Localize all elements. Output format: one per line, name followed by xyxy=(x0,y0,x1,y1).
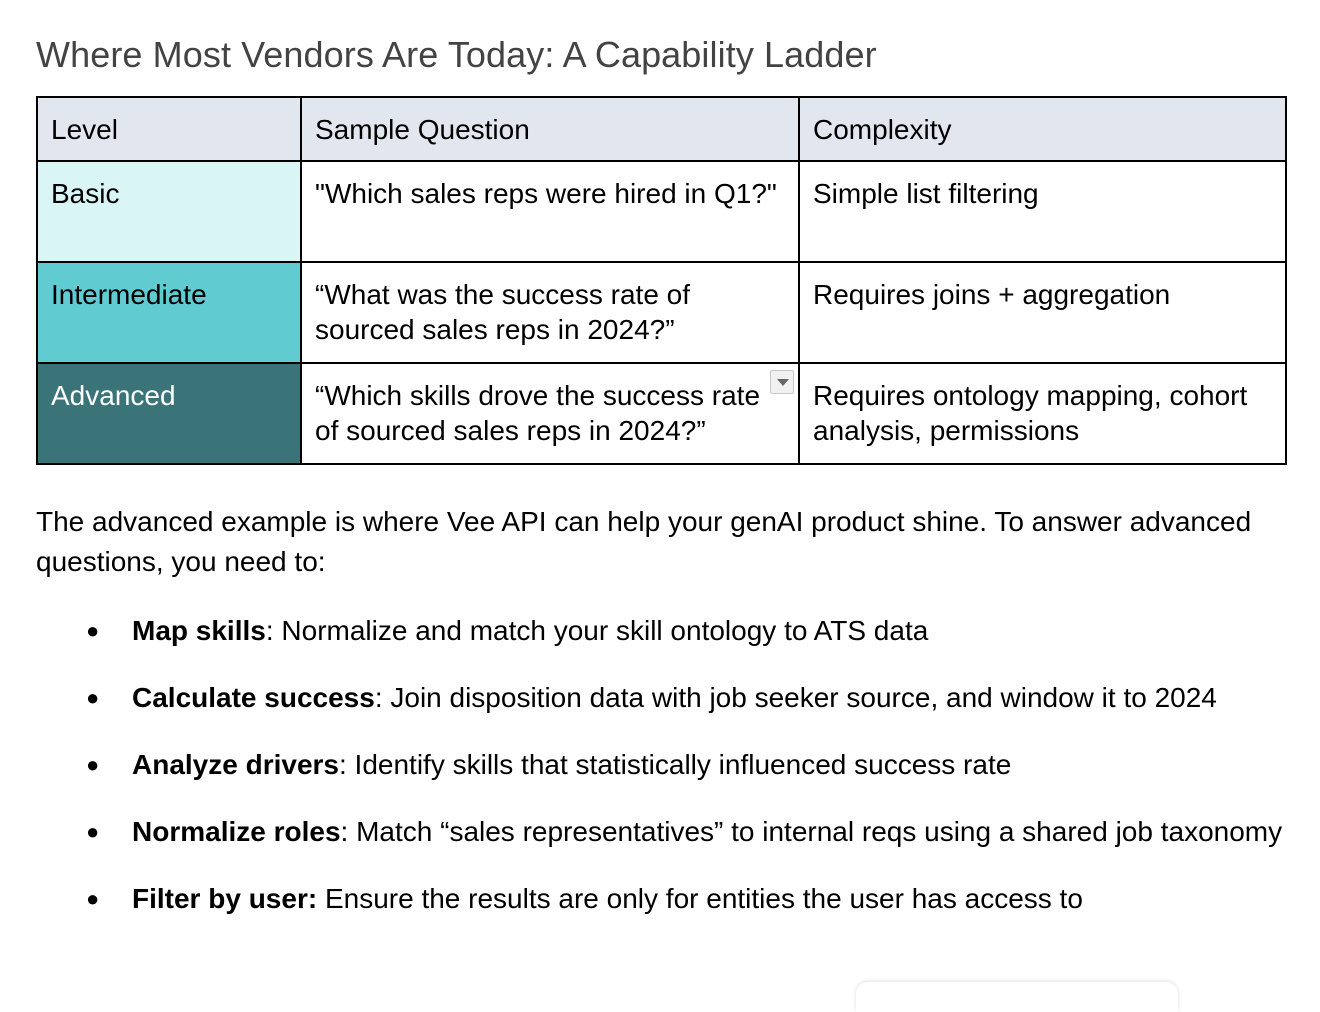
question-cell-advanced[interactable] xyxy=(301,363,799,464)
list-item-term: Normalize roles xyxy=(132,816,341,847)
list-item-text: Ensure the results are only for entities the user has access to xyxy=(317,883,1083,914)
question-cell-intermediate[interactable]: “What was the success rate of sourced sales reps in 2024?” xyxy=(301,262,799,363)
question-cell-basic[interactable]: "Which sales reps were hired in Q1?" xyxy=(301,161,799,262)
table-header-row xyxy=(37,97,1286,161)
column-header-level: Level xyxy=(37,97,301,161)
level-cell-advanced[interactable]: Advanced xyxy=(37,363,301,464)
list-item-text: Join disposition data with job seeker source, and window it to 2024 xyxy=(382,682,1217,713)
bullet-icon: ● xyxy=(86,618,100,643)
list-item-term: Filter by user: xyxy=(132,883,318,914)
level-cell-intermediate[interactable]: Intermediate xyxy=(37,262,301,363)
column-header-complexity: Complexity xyxy=(799,97,1286,161)
table-row-intermediate xyxy=(37,262,1286,363)
list-item xyxy=(36,744,1286,785)
complexity-cell-intermediate[interactable]: Requires joins + aggregation xyxy=(799,262,1286,363)
level-cell-basic[interactable]: Basic xyxy=(37,161,301,262)
question-text-advanced: “Which skills drove the success rate of sourced sales reps in 2024?” xyxy=(315,380,761,446)
chevron-down-icon[interactable] xyxy=(770,370,794,394)
list-item-text: Identify skills that statistically influenced success rate xyxy=(346,749,1012,780)
table-row-basic xyxy=(37,161,1286,262)
list-item xyxy=(36,677,1286,718)
list-item-text: Normalize and match your skill ontology to ATS data xyxy=(273,615,929,646)
column-header-sample-question: Sample Question xyxy=(301,97,799,161)
bullet-icon: ● xyxy=(86,752,100,777)
bullet-icon: ● xyxy=(86,886,100,911)
bullet-icon: ● xyxy=(86,819,100,844)
list-item xyxy=(36,878,1286,919)
page-title: Where Most Vendors Are Today: A Capability Ladder xyxy=(36,34,877,75)
capability-ladder-table xyxy=(36,96,1287,465)
list-item xyxy=(36,610,1286,651)
complexity-cell-advanced[interactable]: Requires ontology mapping, cohort analysis, permissions xyxy=(799,363,1286,464)
list-item-text: Match “sales representatives” to internal reqs using a shared job taxonomy xyxy=(348,816,1283,847)
bullet-icon: ● xyxy=(86,685,100,710)
list-item-term: Map skills xyxy=(132,615,266,646)
list-item xyxy=(36,811,1286,852)
complexity-cell-basic[interactable]: Simple list filtering xyxy=(799,161,1286,262)
list-item-term: Calculate success xyxy=(132,682,375,713)
requirements-list xyxy=(36,610,1286,945)
list-item-separator: : xyxy=(339,749,347,780)
table-row-advanced xyxy=(37,363,1286,464)
list-item-separator: : xyxy=(374,682,383,713)
floating-panel-edge xyxy=(856,982,1178,1012)
list-item-separator: : xyxy=(265,615,274,646)
intro-paragraph: The advanced example is where Vee API can help your genAI product shine. To answer advanced questions, you need to: xyxy=(36,506,1252,577)
list-item-term: Analyze drivers xyxy=(132,749,339,780)
list-item-separator: : xyxy=(340,816,349,847)
